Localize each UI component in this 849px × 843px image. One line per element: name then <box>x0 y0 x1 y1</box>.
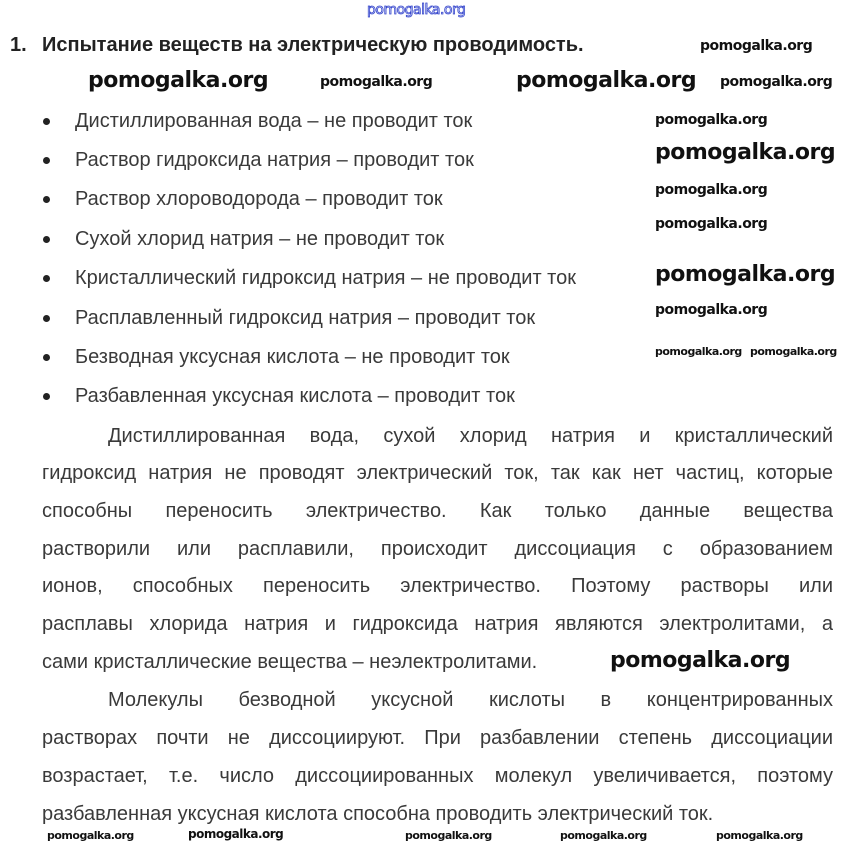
section-title: Испытание веществ на электрическую проводимость. <box>42 34 584 56</box>
list-item-text: Безводная уксусная кислота – не проводит ток <box>75 346 510 368</box>
list-item-text: Расплавленный гидроксид натрия – проводит ток <box>75 307 536 329</box>
watermark: pomogalka.org <box>655 302 768 318</box>
list-item <box>42 148 474 172</box>
section-number: 1. <box>10 34 27 56</box>
list-item <box>42 109 472 133</box>
bullet-icon <box>43 196 50 203</box>
watermark: pomogalka.org <box>188 827 284 841</box>
watermark: pomogalka.org <box>516 68 697 93</box>
watermark: pomogalka.org <box>367 2 466 18</box>
paragraph-line: расплавы хлорида натрия и гидроксида натрия являются электролитами, а <box>42 613 833 635</box>
list-item-text: Сухой хлорид натрия – не проводит ток <box>75 228 445 250</box>
paragraph-line: ионов, способных переносить электричество. Поэтому растворы или <box>42 575 833 597</box>
list-item <box>42 306 535 330</box>
watermark: pomogalka.org <box>700 38 813 54</box>
paragraph-line: гидроксид натрия не проводят электрический ток, так как нет частиц, которые <box>42 462 833 484</box>
watermark: pomogalka.org <box>405 829 492 842</box>
watermark: pomogalka.org <box>655 182 768 198</box>
section-heading <box>10 34 584 57</box>
bullet-icon <box>43 354 50 361</box>
watermark: pomogalka.org <box>720 74 833 90</box>
watermark: pomogalka.org <box>655 112 768 128</box>
list-item-text: Кристаллический гидроксид натрия – не проводит ток <box>75 267 576 289</box>
watermark: pomogalka.org <box>655 345 742 358</box>
bullet-icon <box>43 236 50 243</box>
list-item <box>42 227 444 251</box>
watermark: pomogalka.org <box>88 68 269 93</box>
watermark: pomogalka.org <box>655 140 836 165</box>
bullet-icon <box>43 118 50 125</box>
watermark: pomogalka.org <box>750 345 837 358</box>
list-item <box>42 384 515 408</box>
watermark: pomogalka.org <box>47 829 134 842</box>
paragraph-line: Молекулы безводной уксусной кислоты в концентрированных <box>108 689 833 711</box>
bullet-icon <box>43 275 50 282</box>
paragraph-line: Дистиллированная вода, сухой хлорид натрия и кристаллический <box>108 425 833 447</box>
bullet-icon <box>43 393 50 400</box>
list-item-text: Раствор гидроксида натрия – проводит ток <box>75 149 474 171</box>
paragraph-line: возрастает, т.е. число диссоциированных молекул увеличивается, поэтому <box>42 765 833 787</box>
bullet-icon <box>43 157 50 164</box>
watermark: pomogalka.org <box>655 262 836 287</box>
paragraph-line: сами кристаллические вещества – неэлектролитами. <box>42 651 538 673</box>
paragraph-line: растворили или расплавили, происходит диссоциация с образованием <box>42 538 833 560</box>
list-item <box>42 266 576 290</box>
list-item-text: Раствор хлороводорода – проводит ток <box>75 188 443 210</box>
watermark: pomogalka.org <box>655 216 768 232</box>
paragraph-line: растворах почти не диссоциируют. При разбавлении степень диссоциации <box>42 727 833 749</box>
paragraph-line: способны переносить электричество. Как только данные вещества <box>42 500 833 522</box>
watermark: pomogalka.org <box>560 829 647 842</box>
bullet-icon <box>43 315 50 322</box>
list-item-text: Разбавленная уксусная кислота – проводит ток <box>75 385 515 407</box>
paragraph-line: разбавленная уксусная кислота способна проводить электрический ток. <box>42 803 714 825</box>
watermark: pomogalka.org <box>320 74 433 90</box>
watermark: pomogalka.org <box>716 829 803 842</box>
list-item <box>42 187 443 211</box>
list-item <box>42 345 510 369</box>
watermark: pomogalka.org <box>610 648 791 673</box>
list-item-text: Дистиллированная вода – не проводит ток <box>75 110 473 132</box>
